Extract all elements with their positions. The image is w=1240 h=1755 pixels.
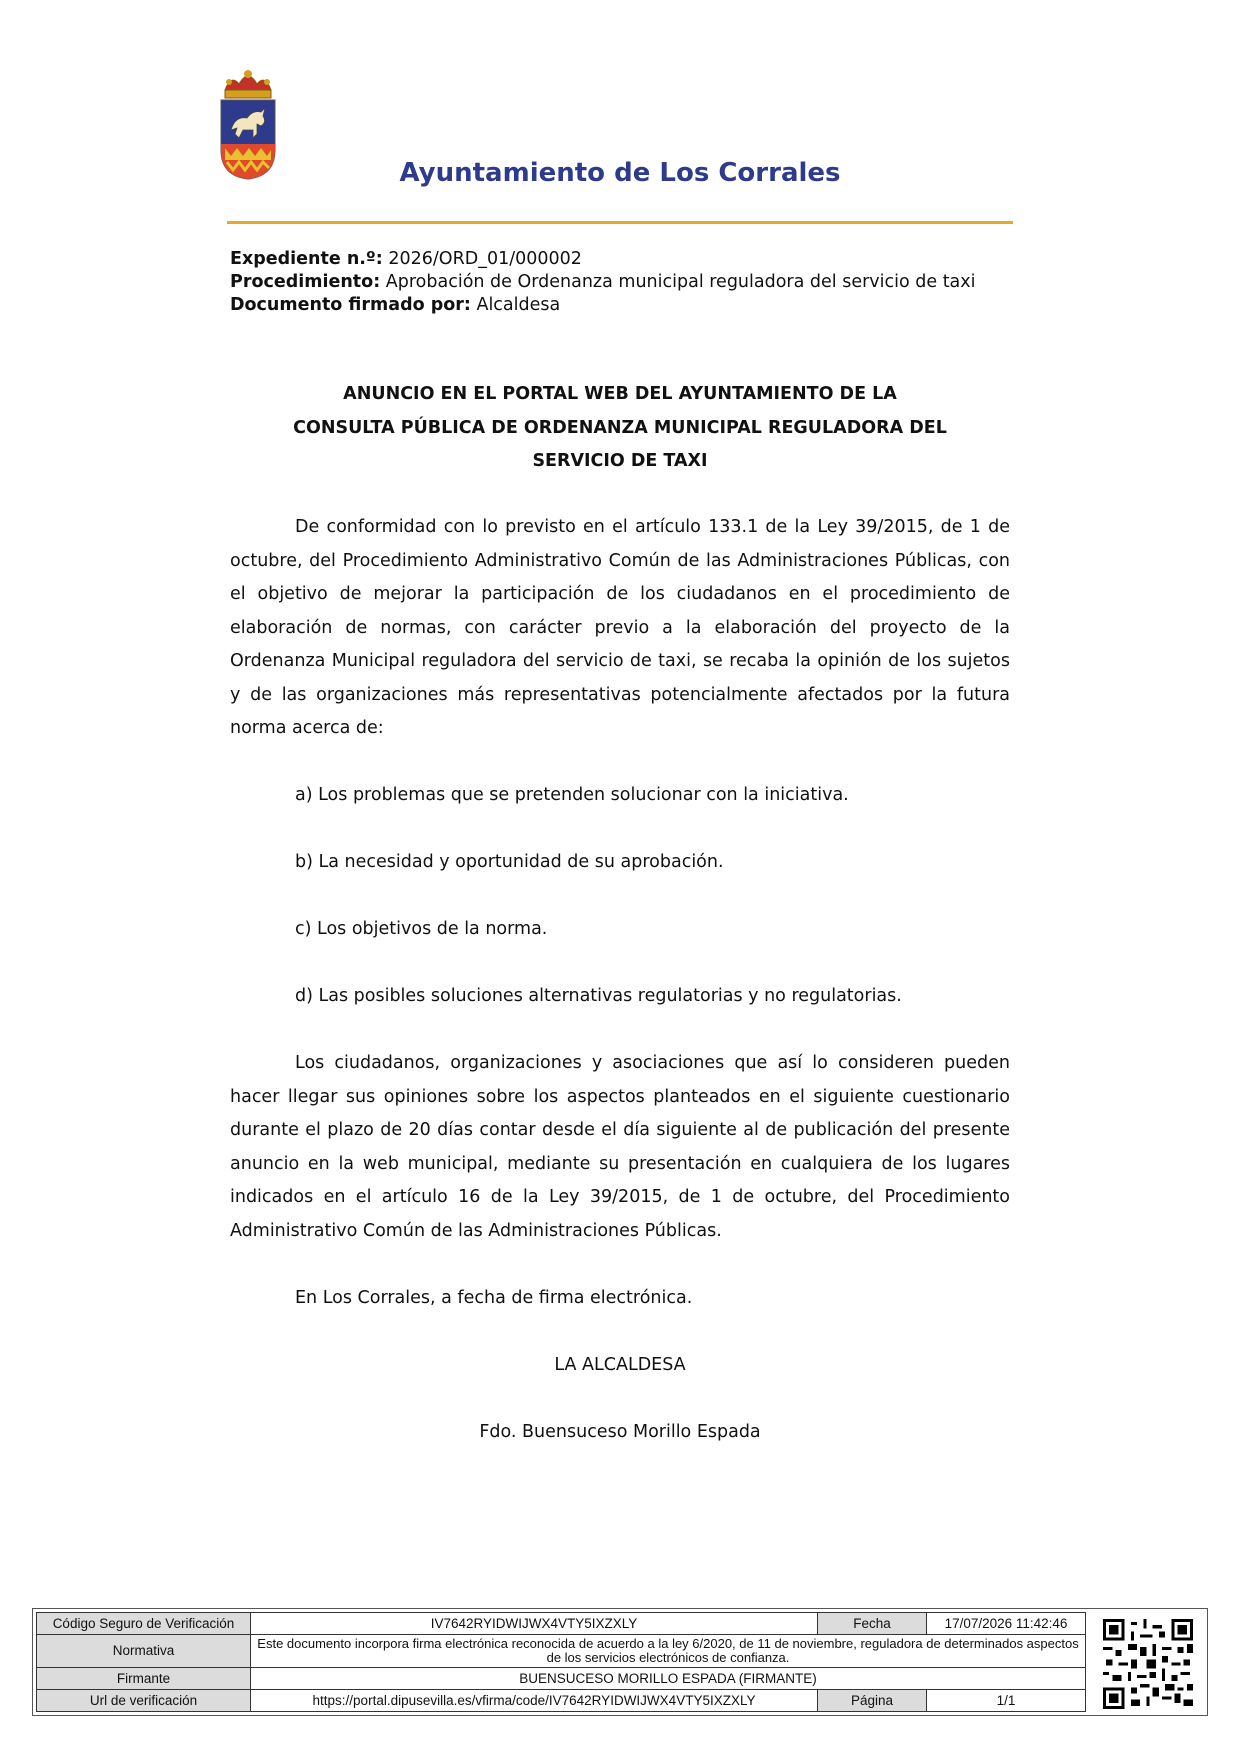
firmante-value: BUENSUCESO MORILLO ESPADA (FIRMANTE) xyxy=(251,1668,1086,1690)
verification-table xyxy=(36,1612,1086,1712)
intro-paragraph: De conformidad con lo previsto en el artículo 133.1 de la Ley 39/2015, de 1 de octubre, del Procedimiento Administrativo Común de las Administraciones Públicas, con el objetivo de mejorar la participación de los ciudadanos en el procedimiento de elaboración de normas, con carácter previo a la elaboración del proyecto de la Ordenanza Municipal reguladora del servicio de taxi, se recaba la opinión de los sujetos y de las organizaciones más representativas potencialmente afectados por la futura norma acerca de: xyxy=(230,517,1010,738)
list-item: b) La necesidad y oportunidad de su aprobación. xyxy=(295,852,724,872)
firmante-label: Firmante xyxy=(37,1668,251,1690)
url-value[interactable]: https://portal.dipusevilla.es/vfirma/code/IV7642RYIDWIJWX4VTY5IXZXLY xyxy=(251,1690,818,1712)
expediente-row: Expediente n.º: 2026/ORD_01/000002 xyxy=(230,249,582,269)
normativa-label: Normativa xyxy=(37,1635,251,1668)
qr-code-icon xyxy=(1103,1619,1193,1709)
fecha-label: Fecha xyxy=(818,1613,927,1635)
header-divider xyxy=(227,221,1013,224)
csv-label: Código Seguro de Verificación xyxy=(37,1613,251,1635)
pagina-value: 1/1 xyxy=(927,1690,1086,1712)
announcement-heading: ANUNCIO EN EL PORTAL WEB DEL AYUNTAMIENTO DE LA CONSULTA PÚBLICA DE ORDENANZA MUNICIPAL REGULADORA DEL SERVICIO DE TAXI xyxy=(293,384,947,471)
signer-name: Fdo. Buensuceso Morillo Espada xyxy=(479,1421,761,1442)
fecha-value: 17/07/2026 11:42:46 xyxy=(927,1613,1086,1635)
list-item: a) Los problemas que se pretenden solucionar con la iniciativa. xyxy=(295,785,849,805)
document-metadata xyxy=(230,248,1020,317)
csv-value: IV7642RYIDWIJWX4VTY5IXZXLY xyxy=(251,1613,818,1635)
normativa-value: Este documento incorpora firma electrónica reconocida de acuerdo a la ley 6/2020, de 11 de noviembre, reguladora de determinados aspectos de los servicios electrónicos de confianza. xyxy=(251,1635,1086,1668)
pagina-label: Página xyxy=(818,1690,927,1712)
place-date: En Los Corrales, a fecha de firma electrónica. xyxy=(295,1287,693,1308)
list-item: d) Las posibles soluciones alternativas regulatorias y no regulatorias. xyxy=(295,986,902,1006)
announcement-body xyxy=(230,511,1010,1483)
procedimiento-row: Procedimiento: Aprobación de Ordenanza municipal reguladora del servicio de taxi xyxy=(230,272,976,292)
organization-title: Ayuntamiento de Los Corrales xyxy=(399,158,841,188)
url-label: Url de verificación xyxy=(37,1690,251,1712)
list-item: c) Los objetivos de la norma. xyxy=(295,919,548,939)
firmado-row: Documento firmado por: Alcaldesa xyxy=(230,295,561,315)
closing-paragraph: Los ciudadanos, organizaciones y asociaciones que así lo consideren pueden hacer llegar sus opiniones sobre los aspectos planteados en el siguiente cuestionario durante el plazo de 20 días contar desde el día siguiente al de publicación del presente anuncio en la web municipal, mediante su presentación en cualquiera de los lugares indicados en el artículo 16 de la Ley 39/2015, de 1 de octubre, del Procedimiento Administrativo Común de las Administraciones Públicas. xyxy=(230,1053,1010,1241)
verification-footer xyxy=(32,1608,1208,1716)
signer-title: LA ALCALDESA xyxy=(554,1354,686,1375)
